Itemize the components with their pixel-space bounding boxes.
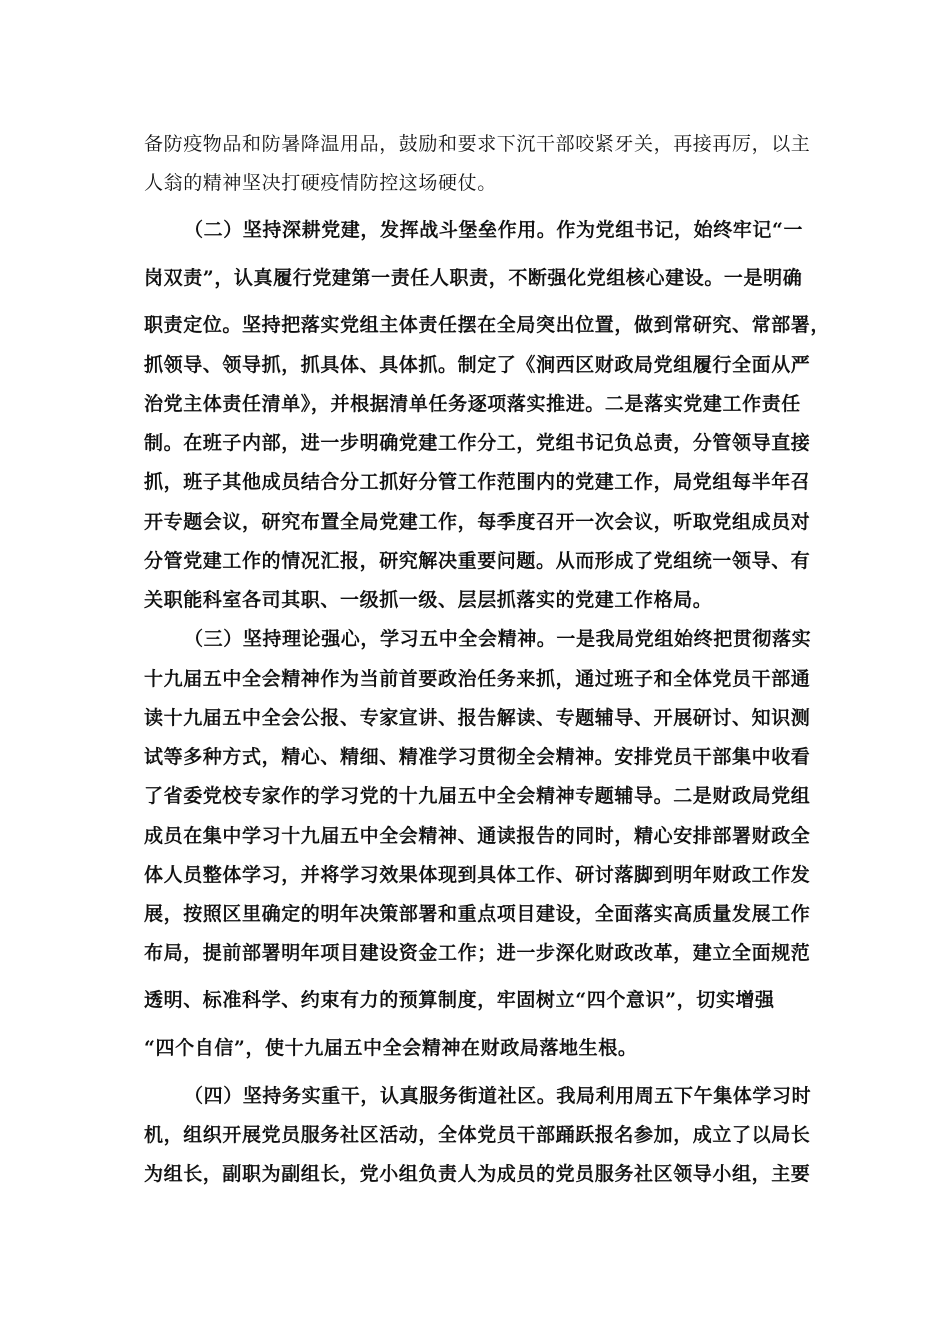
text-line-12: 关职能科室各司其职、一级抓一级、层层抓落实的党建工作格局。: [144, 589, 713, 611]
text-line-19: 体人员整体学习，并将学习效果体现到具体工作、研讨落脚到明年财政工作发: [144, 864, 811, 886]
text-line-2: 人翁的精神坚决打硬疫情防控这场硬仗。: [144, 172, 497, 194]
text-line-26: 为组长，副职为副组长，党小组负责人为成员的党员服务社区领导小组，主要: [144, 1163, 811, 1185]
text-line-15: 读十九届五中全会公报、专家宣讲、报告解读、专题辅导、开展研讨、知识测: [144, 707, 811, 729]
text-line-23: “四个自信”，使十九届五中全会精神在财政局落地生根。: [144, 1037, 638, 1059]
text-line-5: 职责定位。坚持把落实党组主体责任摆在全局突出位置，做到常研究、常部署，: [144, 314, 831, 336]
text-line-21: 布局，提前部署明年项目建设资金工作；进一步深化财政改革，建立全面规范: [144, 942, 811, 964]
text-line-20: 展，按照区里确定的明年决策部署和重点项目建设，全面落实高质量发展工作: [144, 903, 811, 925]
text-line-8: 制。在班子内部，进一步明确党建工作分工，党组书记负总责，分管领导直接: [144, 432, 811, 454]
text-line-22: 透明、标准科学、约束有力的预算制度，牢固树立“四个意识”，切实增强: [144, 989, 775, 1011]
text-line-16: 试等多种方式，精心、精细、精准学习贯彻全会精神。安排党员干部集中收看: [144, 746, 811, 768]
text-line-4: 岗双责”，认真履行党建第一责任人职责，不断强化党组核心建设。一是明确: [144, 267, 803, 289]
section-heading-4: （四）坚持务实重干，认真服务街道社区。我局利用周五下午集体学习时: [184, 1085, 812, 1107]
text-line-9: 抓，班子其他成员结合分工抓好分管工作范围内的党建工作，局党组每半年召: [144, 471, 811, 493]
text-line-17: 了省委党校专家作的学习党的十九届五中全会精神专题辅导。二是财政局党组: [144, 785, 811, 807]
text-line-7: 治党主体责任清单》，并根据清单任务逐项落实推进。二是落实党建工作责任: [144, 393, 801, 415]
text-line-25: 机，组织开展党员服务社区活动，全体党员干部踊跃报名参加，成立了以局长: [144, 1124, 811, 1146]
text-line-1: 备防疫物品和防暑降温用品，鼓励和要求下沉干部咬紧牙关，再接再厉，以主: [144, 133, 811, 155]
section-heading-2: （二）坚持深耕党建，发挥战斗堡垒作用。作为党组书记，始终牢记“一: [184, 219, 804, 241]
text-line-11: 分管党建工作的情况汇报，研究解决重要问题。从而形成了党组统一领导、有: [144, 550, 811, 572]
text-line-10: 开专题会议，研究布置全局党建工作，每季度召开一次会议，听取党组成员对: [144, 511, 811, 533]
section-heading-3: （三）坚持理论强心，学习五中全会精神。一是我局党组始终把贯彻落实: [184, 628, 812, 650]
text-line-18: 成员在集中学习十九届五中全会精神、通读报告的同时，精心安排部署财政全: [144, 825, 811, 847]
text-line-6: 抓领导、领导抓，抓具体、具体抓。制定了《涧西区财政局党组履行全面从严: [144, 354, 811, 376]
text-line-14: 十九届五中全会精神作为当前首要政治任务来抓，通过班子和全体党员干部通: [144, 668, 811, 690]
